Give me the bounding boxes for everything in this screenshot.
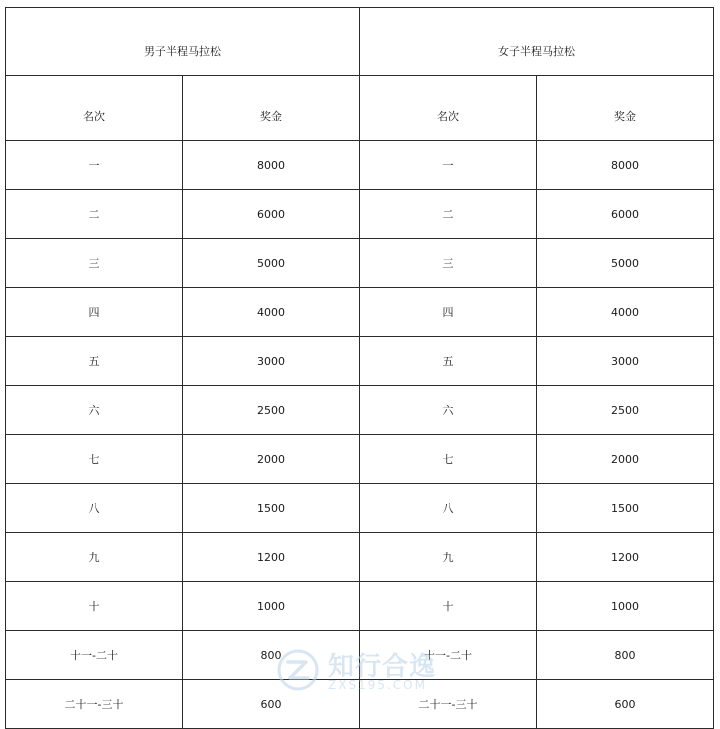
women-prize-cell: 800 <box>537 631 714 680</box>
men-prize-cell: 4000 <box>183 288 360 337</box>
table-row <box>6 337 714 386</box>
women-rank-cell: 二 <box>360 190 537 239</box>
men-prize-cell: 1200 <box>183 533 360 582</box>
table-row <box>6 190 714 239</box>
women-rank-cell: 一 <box>360 141 537 190</box>
men-prize-cell: 3000 <box>183 337 360 386</box>
men-prize-header: 奖金 <box>183 76 360 141</box>
women-prize-cell: 2500 <box>537 386 714 435</box>
women-rank-cell: 五 <box>360 337 537 386</box>
men-prize-cell: 2000 <box>183 435 360 484</box>
men-prize-cell: 1000 <box>183 582 360 631</box>
men-prize-cell: 6000 <box>183 190 360 239</box>
table-row <box>6 141 714 190</box>
men-rank-cell: 三 <box>6 239 183 288</box>
women-rank-cell: 十一-二十 <box>360 631 537 680</box>
prize-table <box>5 7 714 729</box>
men-prize-cell: 600 <box>183 680 360 729</box>
women-prize-header: 奖金 <box>537 76 714 141</box>
men-prize-cell: 800 <box>183 631 360 680</box>
table-row <box>6 680 714 729</box>
men-rank-cell: 二十一-三十 <box>6 680 183 729</box>
women-prize-cell: 8000 <box>537 141 714 190</box>
women-prize-cell: 2000 <box>537 435 714 484</box>
watermark-subtitle: ZXS195.COM <box>328 678 427 692</box>
men-prize-cell: 5000 <box>183 239 360 288</box>
women-prize-cell: 600 <box>537 680 714 729</box>
women-rank-cell: 十 <box>360 582 537 631</box>
women-rank-cell: 六 <box>360 386 537 435</box>
table-row <box>6 631 714 680</box>
men-rank-header: 名次 <box>6 76 183 141</box>
men-prize-cell: 1500 <box>183 484 360 533</box>
men-rank-cell: 五 <box>6 337 183 386</box>
table-row <box>6 239 714 288</box>
women-prize-cell: 1500 <box>537 484 714 533</box>
table-row <box>6 435 714 484</box>
men-rank-cell: 六 <box>6 386 183 435</box>
women-prize-cell: 4000 <box>537 288 714 337</box>
women-rank-cell: 七 <box>360 435 537 484</box>
title-row <box>6 8 714 76</box>
women-title: 女子半程马拉松 <box>360 8 714 76</box>
women-rank-header: 名次 <box>360 76 537 141</box>
women-prize-cell: 3000 <box>537 337 714 386</box>
women-rank-cell: 二十一-三十 <box>360 680 537 729</box>
table-row <box>6 484 714 533</box>
men-rank-cell: 八 <box>6 484 183 533</box>
prize-table-body <box>6 8 714 729</box>
men-rank-cell: 十一-二十 <box>6 631 183 680</box>
women-rank-cell: 四 <box>360 288 537 337</box>
men-prize-cell: 8000 <box>183 141 360 190</box>
watermark-title: 知行合逸 <box>328 652 437 682</box>
men-rank-cell: 四 <box>6 288 183 337</box>
men-rank-cell: 一 <box>6 141 183 190</box>
table-row <box>6 288 714 337</box>
table-row <box>6 582 714 631</box>
women-prize-cell: 1200 <box>537 533 714 582</box>
men-prize-cell: 2500 <box>183 386 360 435</box>
header-row <box>6 76 714 141</box>
women-prize-cell: 1000 <box>537 582 714 631</box>
women-prize-cell: 5000 <box>537 239 714 288</box>
men-rank-cell: 七 <box>6 435 183 484</box>
women-rank-cell: 三 <box>360 239 537 288</box>
men-title: 男子半程马拉松 <box>6 8 360 76</box>
women-rank-cell: 八 <box>360 484 537 533</box>
men-rank-cell: 九 <box>6 533 183 582</box>
table-row <box>6 386 714 435</box>
table-row <box>6 533 714 582</box>
women-prize-cell: 6000 <box>537 190 714 239</box>
men-rank-cell: 二 <box>6 190 183 239</box>
men-rank-cell: 十 <box>6 582 183 631</box>
women-rank-cell: 九 <box>360 533 537 582</box>
